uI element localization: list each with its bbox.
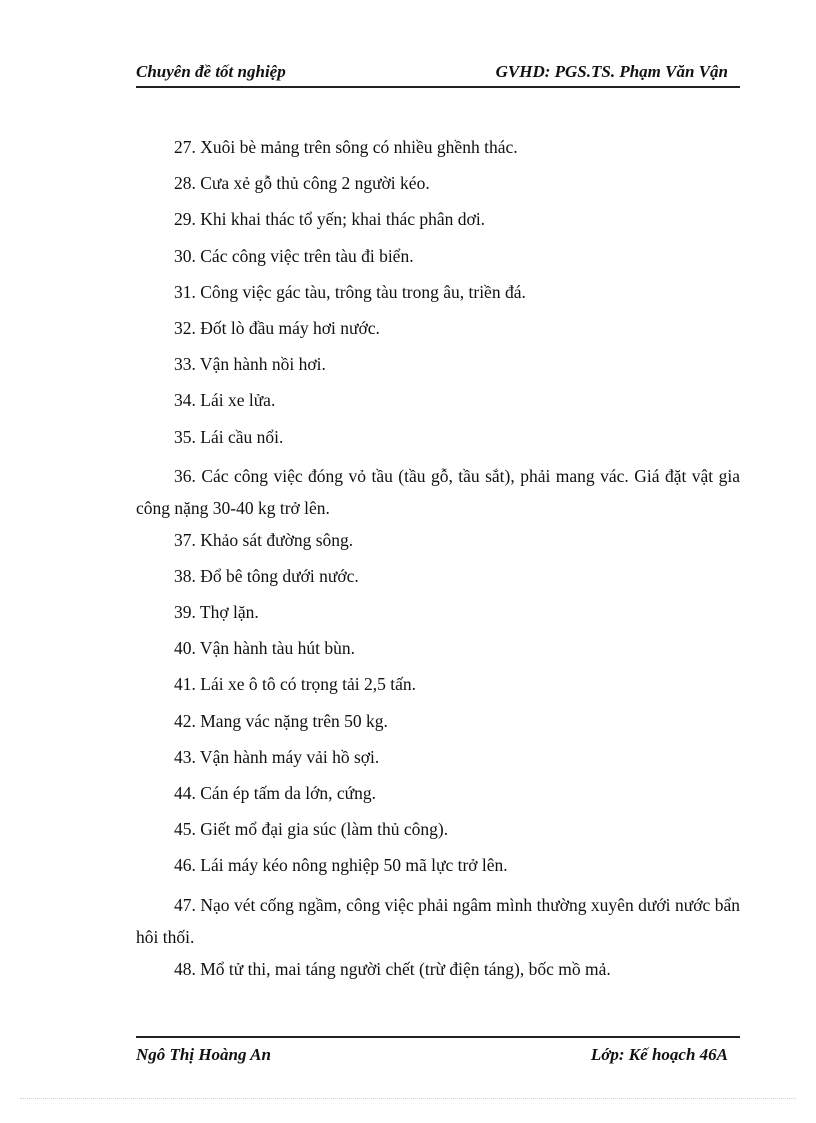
- list-item: 27. Xuôi bè mảng trên sông có nhiều ghềnh thác.: [174, 137, 518, 157]
- list-item: 32. Đốt lò đầu máy hơi nước.: [174, 317, 380, 338]
- list-item: 36. Các công việc đóng vỏ tầu (tầu gỗ, tầu sắt), phải mang vác. Giá đặt vật gia công nặng 30-40 kg trở lên.: [136, 465, 740, 518]
- list-item: 35. Lái cầu nổi.: [174, 426, 284, 447]
- list-item: 39. Thợ lặn.: [174, 602, 259, 623]
- page-edge-divider: [20, 1098, 796, 1099]
- list-item: 44. Cán ép tấm da lớn, cứng.: [174, 783, 376, 803]
- header-advisor: GVHD: PGS.TS. Phạm Văn Vận: [495, 62, 728, 81]
- list-item: 37. Khảo sát đường sông.: [174, 529, 354, 550]
- list-item: 43. Vận hành máy vải hồ sợi.: [174, 746, 380, 767]
- header-title: Chuyên đề tốt nghiệp: [136, 62, 286, 81]
- page-header: [136, 60, 740, 88]
- list-item: 34. Lái xe lửa.: [174, 390, 276, 411]
- list-item: 48. Mổ tử thi, mai táng người chết (trừ điện táng), bốc mồ mả.: [174, 958, 611, 979]
- list-item: 47. Nạo vét cống ngầm, công việc phải ngâm mình thường xuyên dưới nước bẩn hôi thối.: [136, 894, 740, 947]
- footer-class: Lớp: Kế hoạch 46A: [590, 1045, 728, 1064]
- list-item: 38. Đổ bê tông dưới nước.: [174, 565, 359, 586]
- page-footer: [136, 1036, 740, 1068]
- list-item: 41. Lái xe ô tô có trọng tải 2,5 tấn.: [174, 674, 417, 695]
- list-item: 29. Khi khai thác tổ yến; khai thác phân dơi.: [174, 209, 486, 230]
- list-item: 40. Vận hành tàu hút bùn.: [174, 638, 355, 659]
- list-item: 30. Các công việc trên tàu đi biển.: [174, 245, 414, 266]
- footer-author: Ngô Thị Hoàng An: [136, 1045, 271, 1064]
- list-item: 31. Công việc gác tàu, trông tàu trong âu, triền đá.: [174, 281, 526, 302]
- list-item: 33. Vận hành nồi hơi.: [174, 354, 326, 375]
- list-item: 46. Lái máy kéo nông nghiệp 50 mã lực trở lên.: [174, 855, 508, 876]
- list-item: 28. Cưa xẻ gỗ thủ công 2 người kéo.: [174, 173, 430, 194]
- list-item: 42. Mang vác nặng trên 50 kg.: [174, 710, 388, 731]
- document-body: [136, 134, 740, 992]
- list-item: 45. Giết mổ đại gia súc (làm thủ công).: [174, 819, 449, 840]
